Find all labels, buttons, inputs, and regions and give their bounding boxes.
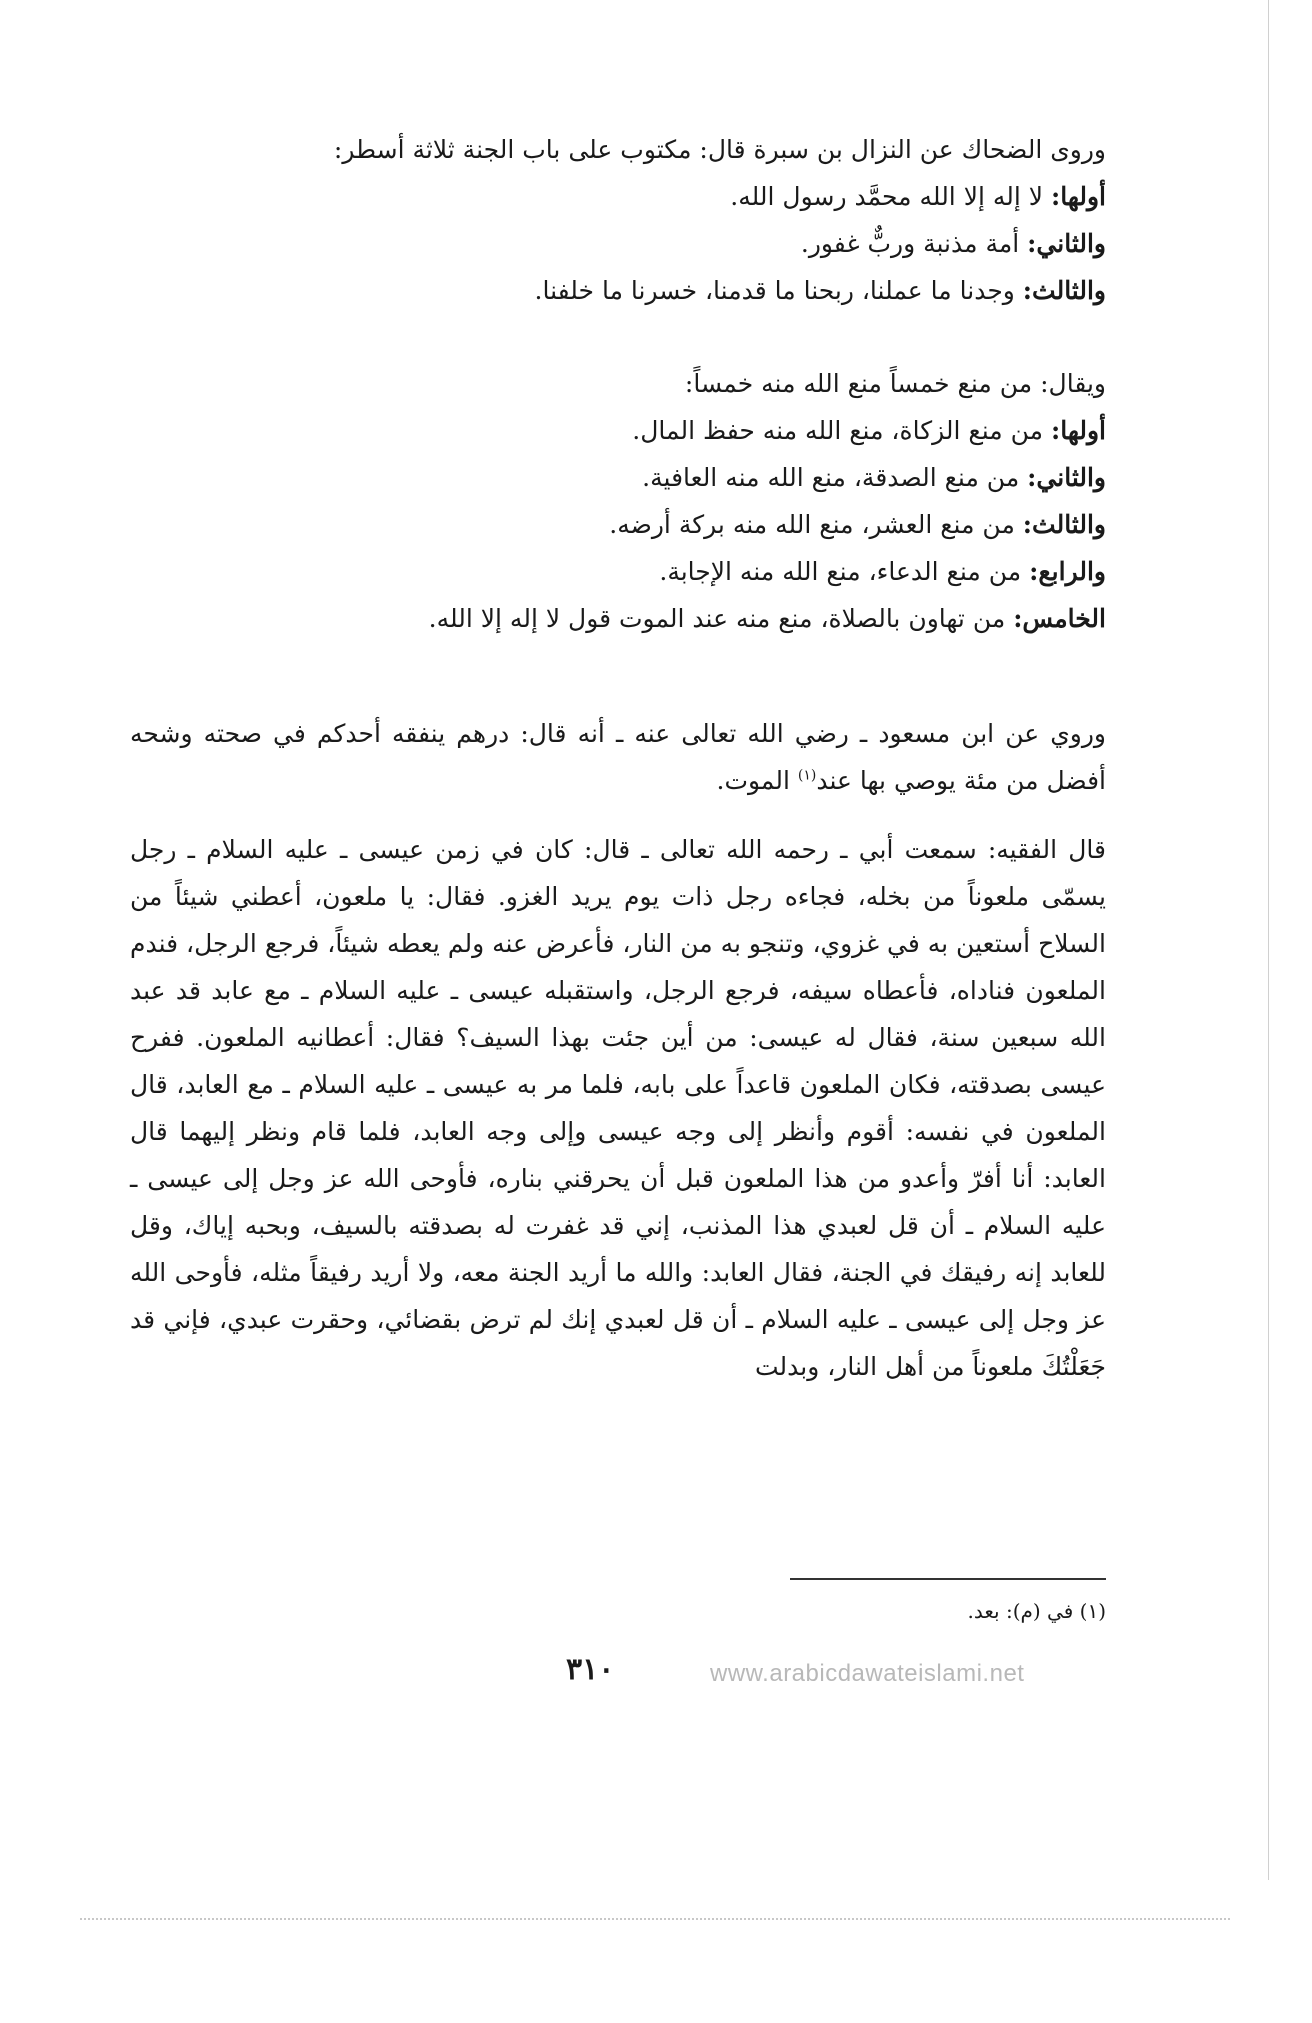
list-item <box>130 454 1106 501</box>
scan-border <box>80 1918 1230 1922</box>
page-number: ٣١٠ <box>566 1652 615 1687</box>
item-lead: والثاني: <box>1027 229 1106 258</box>
item-text: من منع العشر، منع الله منه بركة أرضه. <box>609 510 1023 539</box>
list-item <box>130 220 1106 267</box>
list-item <box>130 548 1106 595</box>
list-item <box>130 267 1106 314</box>
watermark: www.arabicdawateislami.net <box>710 1660 1025 1687</box>
item-text: من منع الدعاء، منع الله منه الإجابة. <box>659 557 1030 586</box>
paragraph-text: وروي عن ابن مسعود ـ رضي الله تعالى عنه ـ أنه قال: درهم ينفقه أحدكم في صحته وشحه أفضل من مئة يوصي بها عند <box>130 719 1106 795</box>
paragraph: قال الفقيه: سمعت أبي ـ رحمه الله تعالى ـ قال: كان في زمن عيسى ـ عليه السلام ـ رجل يسمّى ملعوناً من بخله، فجاءه رجل ذات يوم يريد الغزو. فقال: يا ملعون، أعطني شيئاً من السلاح أستعين به في غزوي، وتنجو به من النار، فأعرض عنه ولم يعطه شيئاً، فرجع الرجل، فندم الملعون فناداه، فأعطاه سيفه، فرجع الرجل، واستقبله عيسى ـ عليه السلام ـ مع عابد قد عبد الله سبعين سنة، فقال له عيسى: من أين جئت بهذا السيف؟ فقال: أعطانيه الملعون. ففرح عيسى بصدقته، فكان الملعون قاعداً على بابه، فلما مر به عيسى ـ عليه السلام ـ مع العابد، قال الملعون في نفسه: أقوم وأنظر إلى وجه عيسى وإلى وجه العابد، فلما قام ونظر إليهما قال العابد: أنا أفرّ وأعدو من هذا الملعون قبل أن يحرقني بناره، فأوحى الله عز وجل إلى عيسى ـ عليه السلام ـ أن قل لعبدي هذا المذنب، إني قد غفرت له بصدقته بالسيف، وبحبه إياك، وقل للعابد إنه رفيقك في الجنة، فقال العابد: والله ما أريد الجنة معه، ولا أريد رفيقاً مثله، فأوحى الله عز وجل إلى عيسى ـ عليه السلام ـ أن قل لعبدي إنك لم ترض بقضائي، وحقرت عبدي، فإني قد جَعَلْتُكَ ملعوناً من أهل النار، وبدلت <box>130 835 1106 1381</box>
section-intro: ويقال: من منع خمساً منع الله منه خمساً: <box>684 369 1106 398</box>
item-lead: والثالث: <box>1022 510 1106 539</box>
footnote: (١) في (م): بعد. <box>967 1599 1106 1623</box>
section-ibn-masud <box>130 710 1106 804</box>
section-five-withholdings <box>130 360 1106 642</box>
section-story <box>130 826 1106 1390</box>
item-text: وجدنا ما عملنا، ربحنا ما قدمنا، خسرنا ما خلفنا. <box>534 276 1023 305</box>
item-lead: والثاني: <box>1027 463 1106 492</box>
footnote-marker: (١) <box>797 767 817 784</box>
item-lead: الخامس: <box>1013 604 1106 633</box>
section-intro: وروى الضحاك عن النزال بن سبرة قال: مكتوب على باب الجنة ثلاثة أسطر: <box>333 135 1106 164</box>
list-item <box>130 407 1106 454</box>
item-text: من تهاون بالصلاة، منع منه عند الموت قول لا إله إلا الله. <box>428 604 1014 633</box>
list-item <box>130 173 1106 220</box>
item-lead: أولها: <box>1050 416 1106 445</box>
list-item <box>130 501 1106 548</box>
item-lead: أولها: <box>1050 182 1106 211</box>
list-item <box>130 595 1106 642</box>
item-text: لا إله إلا الله محمَّد رسول الله. <box>730 182 1051 211</box>
item-text: أمة مذنبة وربٌّ غفور. <box>800 229 1028 258</box>
item-text: من منع الزكاة، منع الله منه حفظ المال. <box>632 416 1051 445</box>
page-edge <box>1268 0 1269 1880</box>
section-heaven-gate <box>130 126 1106 314</box>
item-text: من منع الصدقة، منع الله منه العافية. <box>642 463 1028 492</box>
paragraph <box>130 710 1106 804</box>
item-lead: والرابع: <box>1029 557 1106 586</box>
footnote-divider <box>790 1578 1106 1580</box>
item-lead: والثالث: <box>1022 276 1106 305</box>
paragraph-text-end: الموت. <box>716 766 798 795</box>
